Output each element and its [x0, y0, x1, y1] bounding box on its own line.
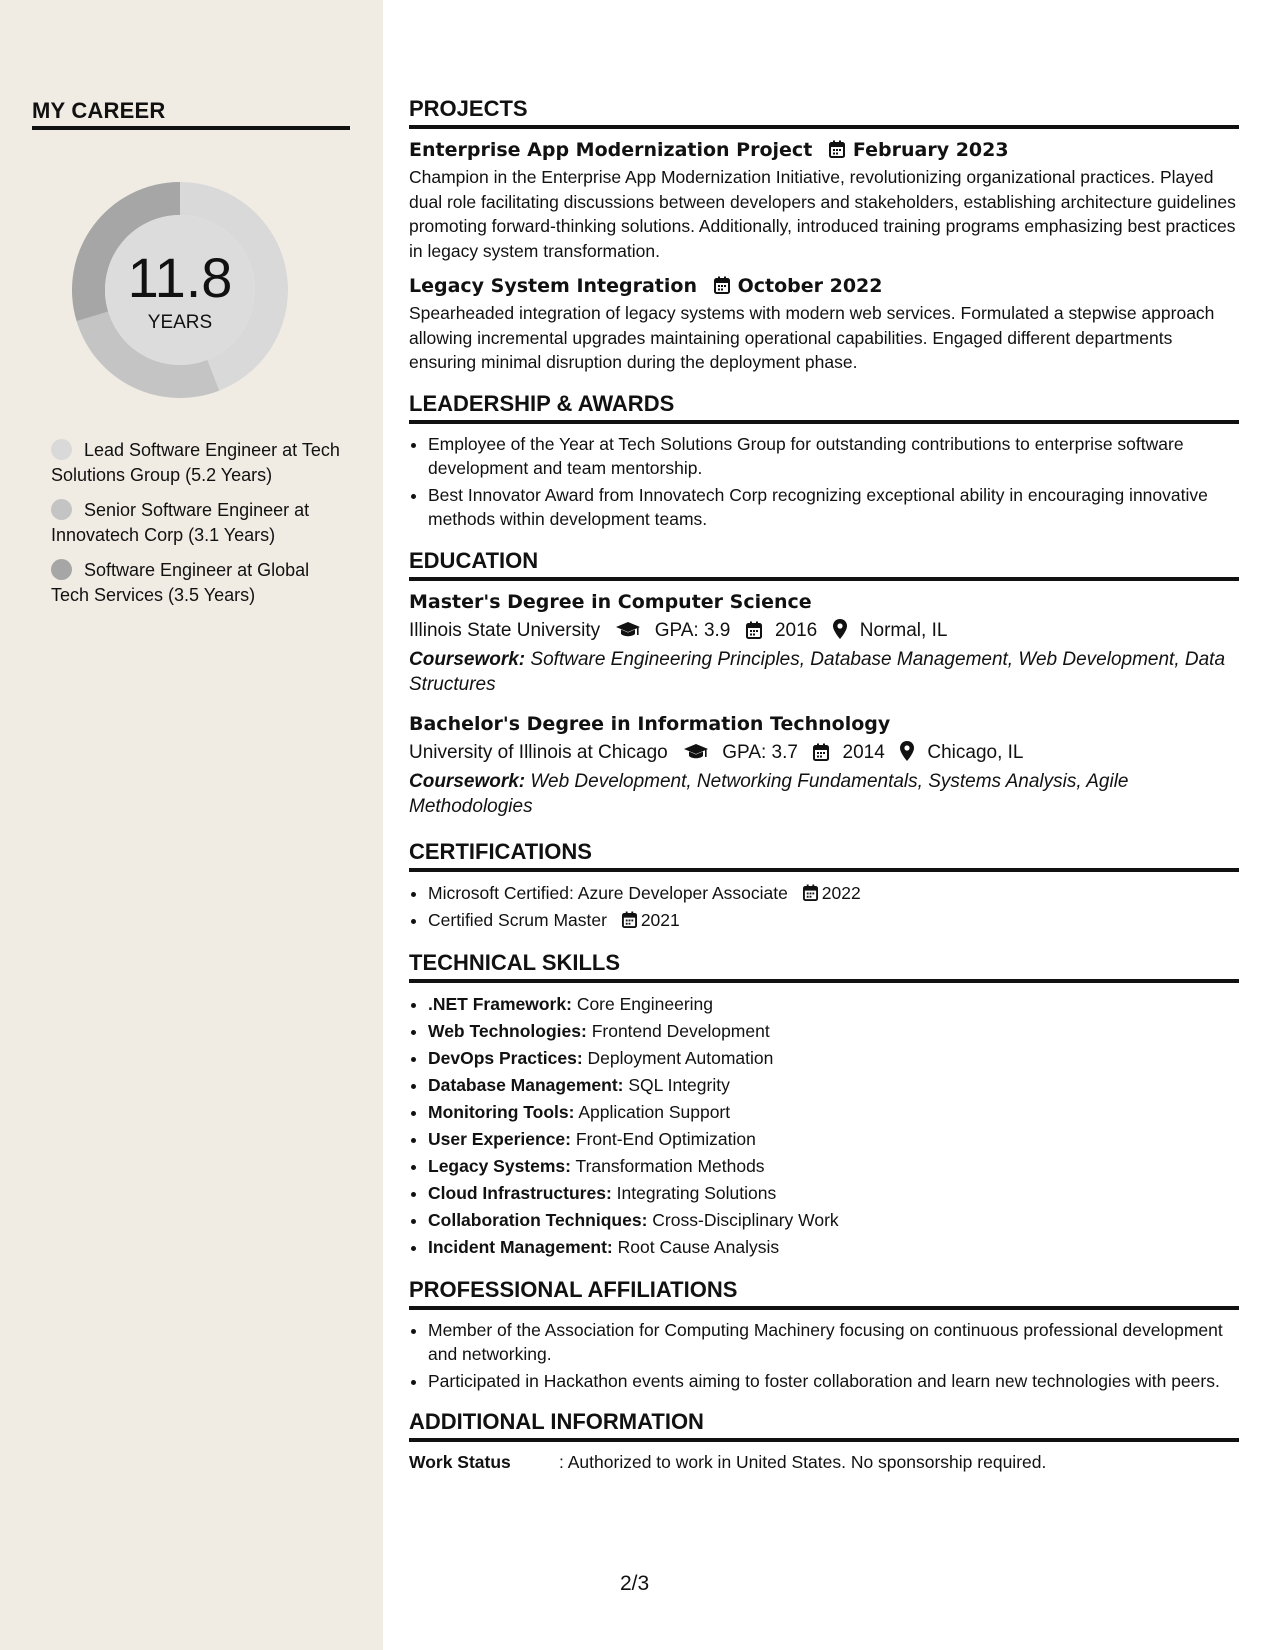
location-pin-icon: [833, 619, 847, 639]
education-details: [409, 617, 1239, 645]
list-item: • Best Innovator Award from Innovatech Corp recognizing exceptional ability in encouraging innovative methods within development teams.: [428, 483, 1239, 532]
list-item: • Cloud Infrastructures: Integrating Solutions: [428, 1180, 1239, 1207]
school-location: Chicago, IL: [927, 741, 1024, 763]
projects-section: [409, 96, 1239, 375]
location-pin-icon: [900, 741, 914, 761]
project-description: Champion in the Enterprise App Modernization Initiative, revolutionizing organizational practices. Played dual role facilitating discussions between developers and stakeholders, establishing architecture guidelines promoting forward-thinking solutions. Additionally, introduced training programs emphasizing best practices in legacy system transformation.: [409, 167, 1236, 261]
list-item: • Database Management: SQL Integrity: [428, 1072, 1239, 1099]
project-title: Enterprise App Modernization Project February 2023: [409, 139, 1009, 161]
graduation-cap-icon: [683, 743, 709, 761]
degree-title: Bachelor's Degree in Information Technology: [409, 712, 891, 735]
graduation-year: 2016: [774, 619, 818, 641]
total-years-value: 11.8: [127, 246, 233, 309]
education-title: EDUCATION: [409, 548, 1239, 581]
skills-section: [409, 950, 1239, 1261]
list-item: • Web Technologies: Frontend Development: [428, 1018, 1239, 1045]
work-status-label: Work Status: [409, 1452, 511, 1472]
work-status-row: [409, 1450, 1239, 1474]
sidebar: [0, 0, 383, 1650]
project-date: October 2022: [737, 275, 883, 297]
school-name: University of Illinois at Chicago: [409, 741, 668, 763]
list-item: • Participated in Hackathon events aiming to foster collaboration and learn new technologies with peers.: [428, 1369, 1239, 1394]
additional-title: ADDITIONAL INFORMATION: [409, 1409, 1239, 1442]
affiliations-title: PROFESSIONAL AFFILIATIONS: [409, 1277, 1239, 1310]
list-item: • Incident Management: Root Cause Analysis: [428, 1234, 1239, 1261]
project-title: Legacy System Integration October 2022: [409, 275, 883, 297]
list-item: • DevOps Practices: Deployment Automation: [428, 1045, 1239, 1072]
calendar-icon: [813, 743, 829, 761]
list-item: • Certified Scrum Master 2021: [428, 907, 1239, 934]
legend-dot-icon: [51, 439, 72, 460]
legend-dot-icon: [51, 499, 72, 520]
list-item: • Legacy Systems: Transformation Methods: [428, 1153, 1239, 1180]
calendar-icon: [803, 884, 818, 901]
main-content: [409, 96, 1239, 1474]
certifications-section: [409, 839, 1239, 934]
calendar-icon: [829, 140, 845, 158]
school-name: Illinois State University: [409, 619, 601, 641]
coursework: Coursework: Web Development, Networking Fundamentals, Systems Analysis, Agile Methodologies: [409, 770, 1129, 817]
career-title: MY CAREER: [32, 98, 350, 130]
list-item: • User Experience: Front-End Optimization: [428, 1126, 1239, 1153]
affiliations-section: [409, 1277, 1239, 1394]
gpa: GPA: 3.9: [654, 619, 731, 641]
total-years-unit: YEARS: [147, 312, 213, 333]
project-date: February 2023: [852, 139, 1009, 161]
career-legend-item: Senior Software Engineer at Innovatech Corp (3.1 Years): [51, 500, 310, 545]
degree-title: Master's Degree in Computer Science: [409, 590, 812, 613]
skills-title: TECHNICAL SKILLS: [409, 950, 1239, 983]
page-number: 2/3: [620, 1572, 650, 1595]
gpa: GPA: 3.7: [722, 741, 798, 763]
leadership-list: [409, 432, 1239, 532]
certifications-list: [409, 880, 1239, 934]
calendar-icon: [714, 276, 730, 294]
list-item: • Monitoring Tools: Application Support: [428, 1099, 1239, 1126]
education-section: [409, 548, 1239, 819]
projects-title: PROJECTS: [409, 96, 1239, 129]
project-description: Spearheaded integration of legacy systems with modern web services. Formulated a stepwise approach allowing incremental upgrades maintaining operational capabilities. Engaged different departments ensuring minimal disruption during the deployment phase.: [409, 303, 1215, 372]
list-item: • Employee of the Year at Tech Solutions Group for outstanding contributions to enterprise software development and team mentorship.: [428, 432, 1239, 481]
coursework: Coursework: Software Engineering Principles, Database Management, Web Development, Data Structures: [409, 648, 1226, 695]
career-legend-item: Software Engineer at Global Tech Services (3.5 Years): [51, 560, 310, 605]
skills-list: [409, 991, 1239, 1261]
list-item: • Member of the Association for Computing Machinery focusing on continuous professional development and networking.: [428, 1318, 1239, 1367]
list-item: • Collaboration Techniques: Cross-Disciplinary Work: [428, 1207, 1239, 1234]
work-status-value: : Authorized to work in United States. No sponsorship required.: [559, 1452, 1047, 1472]
career-legend-item: Lead Software Engineer at Tech Solutions Group (5.2 Years): [51, 440, 340, 485]
additional-section: [409, 1409, 1239, 1474]
leadership-title: LEADERSHIP & AWARDS: [409, 391, 1239, 424]
calendar-icon: [746, 621, 762, 639]
graduation-cap-icon: [615, 621, 641, 639]
legend-dot-icon: [51, 559, 72, 580]
calendar-icon: [622, 911, 637, 928]
graduation-year: 2014: [842, 741, 885, 763]
list-item: • .NET Framework: Core Engineering: [428, 991, 1239, 1018]
list-item: • Microsoft Certified: Azure Developer Associate 2022: [428, 880, 1239, 907]
career-legend: [51, 438, 341, 618]
leadership-section: [409, 391, 1239, 532]
certifications-title: CERTIFICATIONS: [409, 839, 1239, 872]
school-location: Normal, IL: [859, 619, 948, 641]
affiliations-list: [409, 1318, 1239, 1394]
education-details: [409, 739, 1239, 767]
